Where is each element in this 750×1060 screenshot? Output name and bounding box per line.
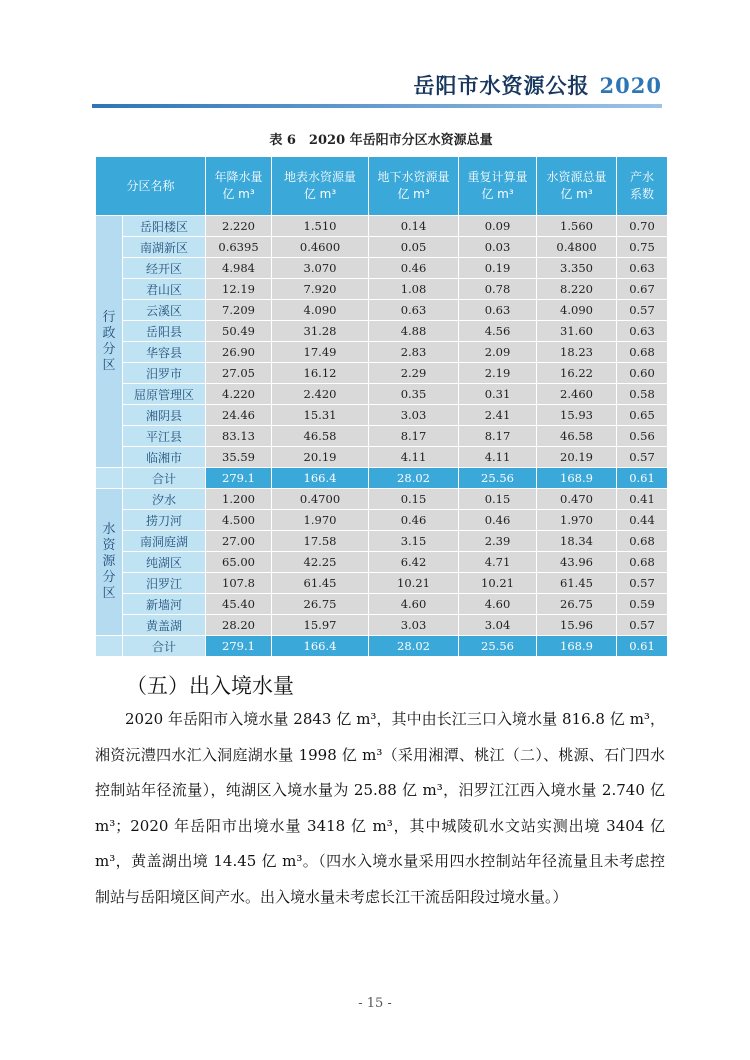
region-name: 屈原管理区 (123, 384, 206, 405)
table-row (96, 447, 668, 468)
total-label: 合计 (123, 468, 206, 489)
total-row-spacer (96, 636, 123, 657)
table-caption: 表 6 2020 年岳阳市分区水资源总量 (269, 133, 493, 148)
cell-coef: 0.68 (617, 531, 668, 552)
cell-ground: 1.08 (369, 279, 459, 300)
table-row (96, 489, 668, 510)
cell-total: 31.60 (537, 321, 617, 342)
table-row (96, 237, 668, 258)
cell-repeat: 2.19 (459, 363, 537, 384)
cell-repeat: 2.39 (459, 531, 537, 552)
cell-precip: 1.200 (206, 489, 272, 510)
cell-total: 20.19 (537, 447, 617, 468)
group-label: 水 资 源 分 区 (96, 489, 123, 636)
total-cell-repeat: 25.56 (459, 468, 537, 489)
cell-precip: 4.984 (206, 258, 272, 279)
cell-total: 4.090 (537, 300, 617, 321)
cell-ground: 4.88 (369, 321, 459, 342)
cell-precip: 26.90 (206, 342, 272, 363)
cell-repeat: 4.11 (459, 447, 537, 468)
cell-coef: 0.68 (617, 552, 668, 573)
cell-surface: 61.45 (272, 573, 369, 594)
table-row (96, 405, 668, 426)
cell-repeat: 0.03 (459, 237, 537, 258)
cell-ground: 8.17 (369, 426, 459, 447)
cell-repeat: 0.19 (459, 258, 537, 279)
total-row (96, 468, 668, 489)
cell-total: 61.45 (537, 573, 617, 594)
region-name: 平江县 (123, 426, 206, 447)
cell-coef: 0.75 (617, 237, 668, 258)
cell-repeat: 4.60 (459, 594, 537, 615)
total-row (96, 636, 668, 657)
cell-surface: 4.090 (272, 300, 369, 321)
cell-ground: 0.35 (369, 384, 459, 405)
column-header-surface: 地表水资源量 亿 m³ (272, 157, 369, 216)
total-cell-total: 168.9 (537, 468, 617, 489)
cell-surface: 17.58 (272, 531, 369, 552)
region-name: 云溪区 (123, 300, 206, 321)
region-name: 捞刀河 (123, 510, 206, 531)
region-name: 南湖新区 (123, 237, 206, 258)
cell-coef: 0.65 (617, 405, 668, 426)
section-heading: （五）出入境水量 (126, 674, 294, 698)
table-row (96, 594, 668, 615)
cell-precip: 45.40 (206, 594, 272, 615)
cell-ground: 0.46 (369, 258, 459, 279)
table-row (96, 300, 668, 321)
total-cell-total: 168.9 (537, 636, 617, 657)
cell-coef: 0.59 (617, 594, 668, 615)
water-resources-table (95, 156, 668, 657)
report-title: 岳阳市水资源公报 (413, 73, 590, 98)
cell-total: 18.23 (537, 342, 617, 363)
region-name: 华容县 (123, 342, 206, 363)
cell-coef: 0.57 (617, 615, 668, 636)
report-year: 2020 (599, 73, 662, 98)
column-header-repeat: 重复计算量 亿 m³ (459, 157, 537, 216)
cell-coef: 0.41 (617, 489, 668, 510)
cell-precip: 28.20 (206, 615, 272, 636)
region-name: 纯湖区 (123, 552, 206, 573)
cell-ground: 0.63 (369, 300, 459, 321)
cell-ground: 0.05 (369, 237, 459, 258)
cell-precip: 12.19 (206, 279, 272, 300)
cell-coef: 0.44 (617, 510, 668, 531)
table-header-row (96, 157, 668, 216)
cell-ground: 10.21 (369, 573, 459, 594)
cell-ground: 3.03 (369, 405, 459, 426)
cell-precip: 4.220 (206, 384, 272, 405)
cell-ground: 3.03 (369, 615, 459, 636)
cell-repeat: 3.04 (459, 615, 537, 636)
cell-coef: 0.57 (617, 447, 668, 468)
total-cell-ground: 28.02 (369, 468, 459, 489)
total-cell-precip: 279.1 (206, 636, 272, 657)
cell-total: 3.350 (537, 258, 617, 279)
region-name: 黄盖湖 (123, 615, 206, 636)
cell-surface: 20.19 (272, 447, 369, 468)
total-cell-coef: 0.61 (617, 636, 668, 657)
cell-total: 0.4800 (537, 237, 617, 258)
cell-ground: 0.15 (369, 489, 459, 510)
region-name: 岳阳楼区 (123, 216, 206, 237)
cell-coef: 0.67 (617, 279, 668, 300)
cell-total: 43.96 (537, 552, 617, 573)
cell-surface: 0.4600 (272, 237, 369, 258)
total-label: 合计 (123, 636, 206, 657)
cell-total: 15.93 (537, 405, 617, 426)
cell-repeat: 4.56 (459, 321, 537, 342)
cell-precip: 0.6395 (206, 237, 272, 258)
page-number: - 15 - (358, 996, 392, 1011)
table-row (96, 552, 668, 573)
page-header (92, 70, 662, 108)
cell-ground: 3.15 (369, 531, 459, 552)
cell-coef: 0.68 (617, 342, 668, 363)
cell-coef: 0.63 (617, 321, 668, 342)
table-row (96, 615, 668, 636)
cell-coef: 0.63 (617, 258, 668, 279)
cell-total: 1.970 (537, 510, 617, 531)
table-row (96, 510, 668, 531)
cell-ground: 0.46 (369, 510, 459, 531)
cell-ground: 0.14 (369, 216, 459, 237)
cell-coef: 0.57 (617, 573, 668, 594)
cell-ground: 6.42 (369, 552, 459, 573)
cell-surface: 7.920 (272, 279, 369, 300)
region-name: 君山区 (123, 279, 206, 300)
column-header-precip: 年降水量 亿 m³ (206, 157, 272, 216)
total-cell-precip: 279.1 (206, 468, 272, 489)
cell-repeat: 0.46 (459, 510, 537, 531)
cell-surface: 17.49 (272, 342, 369, 363)
cell-precip: 27.00 (206, 531, 272, 552)
table-row (96, 321, 668, 342)
cell-precip: 83.13 (206, 426, 272, 447)
cell-total: 15.96 (537, 615, 617, 636)
total-row-spacer (96, 468, 123, 489)
body-paragraph-block (95, 702, 665, 915)
cell-total: 18.34 (537, 531, 617, 552)
table-row (96, 384, 668, 405)
cell-ground: 2.29 (369, 363, 459, 384)
table-row (96, 426, 668, 447)
cell-surface: 26.75 (272, 594, 369, 615)
cell-precip: 35.59 (206, 447, 272, 468)
region-name: 新墙河 (123, 594, 206, 615)
cell-coef: 0.70 (617, 216, 668, 237)
cell-ground: 4.11 (369, 447, 459, 468)
region-name: 汐水 (123, 489, 206, 510)
cell-surface: 16.12 (272, 363, 369, 384)
cell-surface: 1.510 (272, 216, 369, 237)
cell-precip: 27.05 (206, 363, 272, 384)
header-title (414, 70, 662, 100)
table-row (96, 363, 668, 384)
cell-ground: 2.83 (369, 342, 459, 363)
column-header-name: 分区名称 (96, 157, 206, 216)
cell-precip: 107.8 (206, 573, 272, 594)
cell-total: 0.470 (537, 489, 617, 510)
region-name: 湘阴县 (123, 405, 206, 426)
total-cell-surface: 166.4 (272, 636, 369, 657)
region-name: 临湘市 (123, 447, 206, 468)
cell-total: 16.22 (537, 363, 617, 384)
cell-precip: 7.209 (206, 300, 272, 321)
column-header-coef: 产水 系数 (617, 157, 668, 216)
cell-precip: 24.46 (206, 405, 272, 426)
cell-repeat: 10.21 (459, 573, 537, 594)
table-row (96, 216, 668, 237)
cell-total: 8.220 (537, 279, 617, 300)
body-paragraph: 2020 年岳阳市入境水量 2843 亿 m³，其中由长江三口入境水量 816.8 亿 m³，湘资沅澧四水汇入洞庭湖水量 1998 亿 m³（采用湘潭、桃江（二）、桃源、石门四水控制站年径流量），纯湖区入境水量为 25.88 亿 m³，汨罗江江西入境水量 2.740 亿 m³；2020 年岳阳市出境水量 3418 亿 m³，其中城陵矶水文站实测出境 3404 亿 m³，黄盖湖出境 14.45 亿 m³。（四水入境水量采用四水控制站年径流量且未考虑控制站与岳阳境区间产水。出入境水量未考虑长江干流岳阳段过境水量。） (95, 710, 665, 906)
cell-coef: 0.58 (617, 384, 668, 405)
cell-repeat: 0.31 (459, 384, 537, 405)
cell-ground: 4.60 (369, 594, 459, 615)
cell-total: 46.58 (537, 426, 617, 447)
table-row (96, 258, 668, 279)
total-cell-ground: 28.02 (369, 636, 459, 657)
column-header-total: 水资源总量 亿 m³ (537, 157, 617, 216)
cell-surface: 2.420 (272, 384, 369, 405)
cell-precip: 50.49 (206, 321, 272, 342)
cell-surface: 1.970 (272, 510, 369, 531)
cell-total: 26.75 (537, 594, 617, 615)
cell-coef: 0.56 (617, 426, 668, 447)
cell-repeat: 2.09 (459, 342, 537, 363)
table-row (96, 342, 668, 363)
cell-repeat: 8.17 (459, 426, 537, 447)
total-cell-coef: 0.61 (617, 468, 668, 489)
region-name: 汨罗江 (123, 573, 206, 594)
cell-repeat: 0.78 (459, 279, 537, 300)
table-row (96, 573, 668, 594)
cell-surface: 0.4700 (272, 489, 369, 510)
table-row (96, 279, 668, 300)
header-rule (92, 104, 662, 108)
cell-coef: 0.57 (617, 300, 668, 321)
cell-surface: 15.97 (272, 615, 369, 636)
cell-precip: 65.00 (206, 552, 272, 573)
table-body (96, 216, 668, 657)
cell-surface: 46.58 (272, 426, 369, 447)
cell-surface: 42.25 (272, 552, 369, 573)
cell-surface: 3.070 (272, 258, 369, 279)
cell-surface: 31.28 (272, 321, 369, 342)
column-header-ground: 地下水资源量 亿 m³ (369, 157, 459, 216)
cell-precip: 4.500 (206, 510, 272, 531)
region-name: 南洞庭湖 (123, 531, 206, 552)
total-cell-repeat: 25.56 (459, 636, 537, 657)
cell-repeat: 0.15 (459, 489, 537, 510)
table-row (96, 531, 668, 552)
cell-total: 1.560 (537, 216, 617, 237)
cell-repeat: 0.09 (459, 216, 537, 237)
cell-precip: 2.220 (206, 216, 272, 237)
region-name: 经开区 (123, 258, 206, 279)
cell-total: 2.460 (537, 384, 617, 405)
group-label: 行 政 分 区 (96, 216, 123, 468)
cell-repeat: 2.41 (459, 405, 537, 426)
region-name: 岳阳县 (123, 321, 206, 342)
cell-repeat: 4.71 (459, 552, 537, 573)
region-name: 汨罗市 (123, 363, 206, 384)
cell-repeat: 0.63 (459, 300, 537, 321)
cell-coef: 0.60 (617, 363, 668, 384)
total-cell-surface: 166.4 (272, 468, 369, 489)
cell-surface: 15.31 (272, 405, 369, 426)
